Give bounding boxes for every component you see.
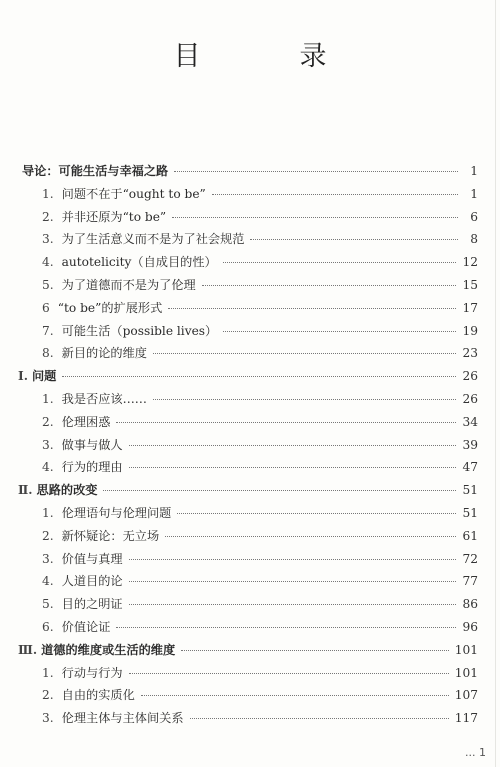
- dot-leader: [250, 239, 458, 240]
- toc-section-entry[interactable]: [18, 662, 478, 685]
- toc-entry-number: 1.: [42, 186, 54, 201]
- toc-section-entry[interactable]: [18, 411, 478, 434]
- dot-leader: [116, 627, 456, 628]
- toc-page-number: 51: [462, 483, 478, 498]
- toc-entry-title: 导论：可能生活与幸福之路: [22, 164, 169, 178]
- toc-entry-number: 8.: [42, 346, 54, 361]
- toc-entry-number: 6: [42, 300, 50, 315]
- dot-leader: [129, 445, 457, 446]
- toc-entry-title: 可能生活（possible lives）: [61, 323, 218, 338]
- toc-entry-number: 6.: [42, 619, 54, 634]
- toc-entry-number: 1.: [42, 665, 54, 680]
- page-number: ... 1: [465, 746, 486, 759]
- toc-entry-title: 并非还原为“to be”: [61, 209, 167, 224]
- toc-entry-number: 2.: [42, 414, 54, 429]
- toc-entry-title: 道德的维度或生活的维度: [41, 642, 176, 657]
- toc-entry-title: 行动与行为: [61, 665, 123, 680]
- toc-entry-number: 4.: [42, 255, 54, 270]
- dot-leader: [212, 194, 458, 195]
- toc-entry-title: 我是否应该……: [61, 391, 147, 406]
- toc-page-number: 47: [462, 460, 478, 475]
- toc-entry-number: 3.: [42, 551, 54, 566]
- toc-page-number: 15: [462, 277, 478, 292]
- toc-chapter-entry[interactable]: [18, 639, 478, 662]
- toc-section-entry[interactable]: [18, 320, 478, 343]
- toc-entry-title: 新目的论的维度: [61, 346, 147, 361]
- toc-section-entry[interactable]: [18, 456, 478, 479]
- toc-section-entry[interactable]: [18, 297, 478, 320]
- toc-section-entry[interactable]: [18, 434, 478, 457]
- toc-entry-title: 为了生活意义而不是为了社会规范: [61, 232, 245, 247]
- toc-section-entry[interactable]: [18, 342, 478, 365]
- toc-entry-title: 问题不在于“ought to be”: [61, 186, 206, 201]
- page-edge-line: [495, 0, 496, 767]
- toc-entry-title: 做事与做人: [61, 437, 123, 452]
- toc-page-number: 17: [462, 300, 478, 315]
- dot-leader: [103, 490, 456, 491]
- dot-leader: [129, 559, 457, 560]
- dot-leader: [116, 422, 456, 423]
- toc-section-entry[interactable]: [18, 183, 478, 206]
- page-title: 目 录: [173, 41, 363, 72]
- toc-page-number: 107: [454, 688, 478, 703]
- toc-page-number: 12: [462, 255, 478, 270]
- toc-chapter-entry[interactable]: [18, 365, 478, 388]
- dot-leader: [177, 513, 456, 514]
- toc-entry-number: Ⅲ.: [18, 642, 38, 657]
- toc-page-number: 39: [462, 437, 478, 452]
- toc-section-entry[interactable]: [18, 525, 478, 548]
- toc-entry-number: Ⅰ.: [18, 369, 28, 384]
- dot-leader: [223, 262, 457, 263]
- toc-entry-title: 自由的实质化: [61, 688, 135, 703]
- toc-entry-number: 2.: [42, 688, 54, 703]
- toc-entry-title: 行为的理由: [61, 460, 123, 475]
- toc-entry-title: 目的之明证: [61, 597, 123, 612]
- toc-page-number: 61: [462, 528, 478, 543]
- toc-section-entry[interactable]: [18, 548, 478, 571]
- toc-entry-number: 5.: [42, 597, 54, 612]
- dot-leader: [223, 331, 456, 332]
- toc-page-number: 86: [462, 597, 478, 612]
- dot-leader: [181, 650, 449, 651]
- toc-page-number: 34: [462, 414, 478, 429]
- toc-entry-number: 4.: [42, 574, 54, 589]
- toc-page-number: 72: [462, 551, 478, 566]
- toc-page-number: 101: [454, 665, 478, 680]
- dot-leader: [174, 171, 458, 172]
- dot-leader: [153, 353, 457, 354]
- toc-entry-number: 3.: [42, 232, 54, 247]
- dot-leader: [129, 581, 457, 582]
- toc-section-entry[interactable]: [18, 616, 478, 639]
- dot-leader: [190, 718, 449, 719]
- toc-page-number: 51: [462, 505, 478, 520]
- dot-leader: [202, 285, 457, 286]
- toc-page-number: 19: [462, 323, 478, 338]
- toc-page-number: 117: [454, 711, 478, 726]
- toc-page-number: 8: [470, 232, 478, 247]
- toc-section-entry[interactable]: [18, 684, 478, 707]
- toc-section-entry[interactable]: [18, 707, 478, 730]
- toc-section-entry[interactable]: [18, 228, 478, 251]
- toc-entry-title: 新怀疑论：无立场: [61, 528, 160, 543]
- toc-entry-title: 思路的改变: [36, 483, 98, 498]
- toc-section-entry[interactable]: [18, 570, 478, 593]
- toc-entry-title: 问题: [31, 369, 57, 384]
- toc-chapter-entry[interactable]: [18, 479, 478, 502]
- toc-entry-number: 2.: [42, 528, 54, 543]
- toc-page-number: 1: [470, 164, 478, 178]
- dot-leader: [153, 399, 457, 400]
- toc-entry-title: 价值论证: [61, 619, 111, 634]
- toc-chapter-entry[interactable]: [18, 160, 478, 183]
- toc-entry-title: 价值与真理: [61, 551, 123, 566]
- toc-entry-number: 3.: [42, 437, 54, 452]
- dot-leader: [165, 536, 456, 537]
- toc-page-number: 6: [470, 209, 478, 224]
- toc-entry-number: 5.: [42, 277, 54, 292]
- toc-page-number: 1: [470, 186, 478, 201]
- toc-page-number: 26: [462, 369, 478, 384]
- toc-page-number: 101: [454, 642, 478, 657]
- dot-leader: [129, 467, 457, 468]
- toc-entry-number: 1.: [42, 505, 54, 520]
- toc-entry-title: 为了道德而不是为了伦理: [61, 277, 196, 292]
- toc-section-entry[interactable]: [18, 593, 478, 616]
- toc-page-number: 23: [462, 346, 478, 361]
- table-of-contents: [18, 160, 478, 730]
- toc-entry-number: 1.: [42, 391, 54, 406]
- toc-section-entry[interactable]: [18, 251, 478, 274]
- toc-page-number: 26: [462, 391, 478, 406]
- toc-section-entry[interactable]: [18, 274, 478, 297]
- toc-section-entry[interactable]: [18, 206, 478, 229]
- toc-section-entry[interactable]: [18, 502, 478, 525]
- toc-entry-title: 人道目的论: [61, 574, 123, 589]
- toc-page-number: 96: [462, 619, 478, 634]
- dot-leader: [129, 604, 457, 605]
- toc-entry-title: 伦理语句与伦理问题: [61, 505, 172, 520]
- dot-leader: [141, 695, 449, 696]
- toc-entry-number: 7.: [42, 323, 54, 338]
- toc-entry-number: 3.: [42, 711, 54, 726]
- dot-leader: [62, 376, 456, 377]
- toc-section-entry[interactable]: [18, 388, 478, 411]
- toc-entry-number: 2.: [42, 209, 54, 224]
- toc-entry-number: Ⅱ.: [18, 483, 33, 498]
- toc-entry-title: 伦理主体与主体间关系: [61, 711, 184, 726]
- dot-leader: [168, 308, 456, 309]
- toc-entry-title: autotelicity（自成目的性）: [61, 255, 217, 270]
- toc-entry-title: 伦理困惑: [61, 414, 111, 429]
- toc-page-number: 77: [462, 574, 478, 589]
- dot-leader: [129, 673, 449, 674]
- toc-entry-number: 4.: [42, 460, 54, 475]
- dot-leader: [172, 217, 458, 218]
- toc-entry-title: “to be”的扩展形式: [57, 300, 163, 315]
